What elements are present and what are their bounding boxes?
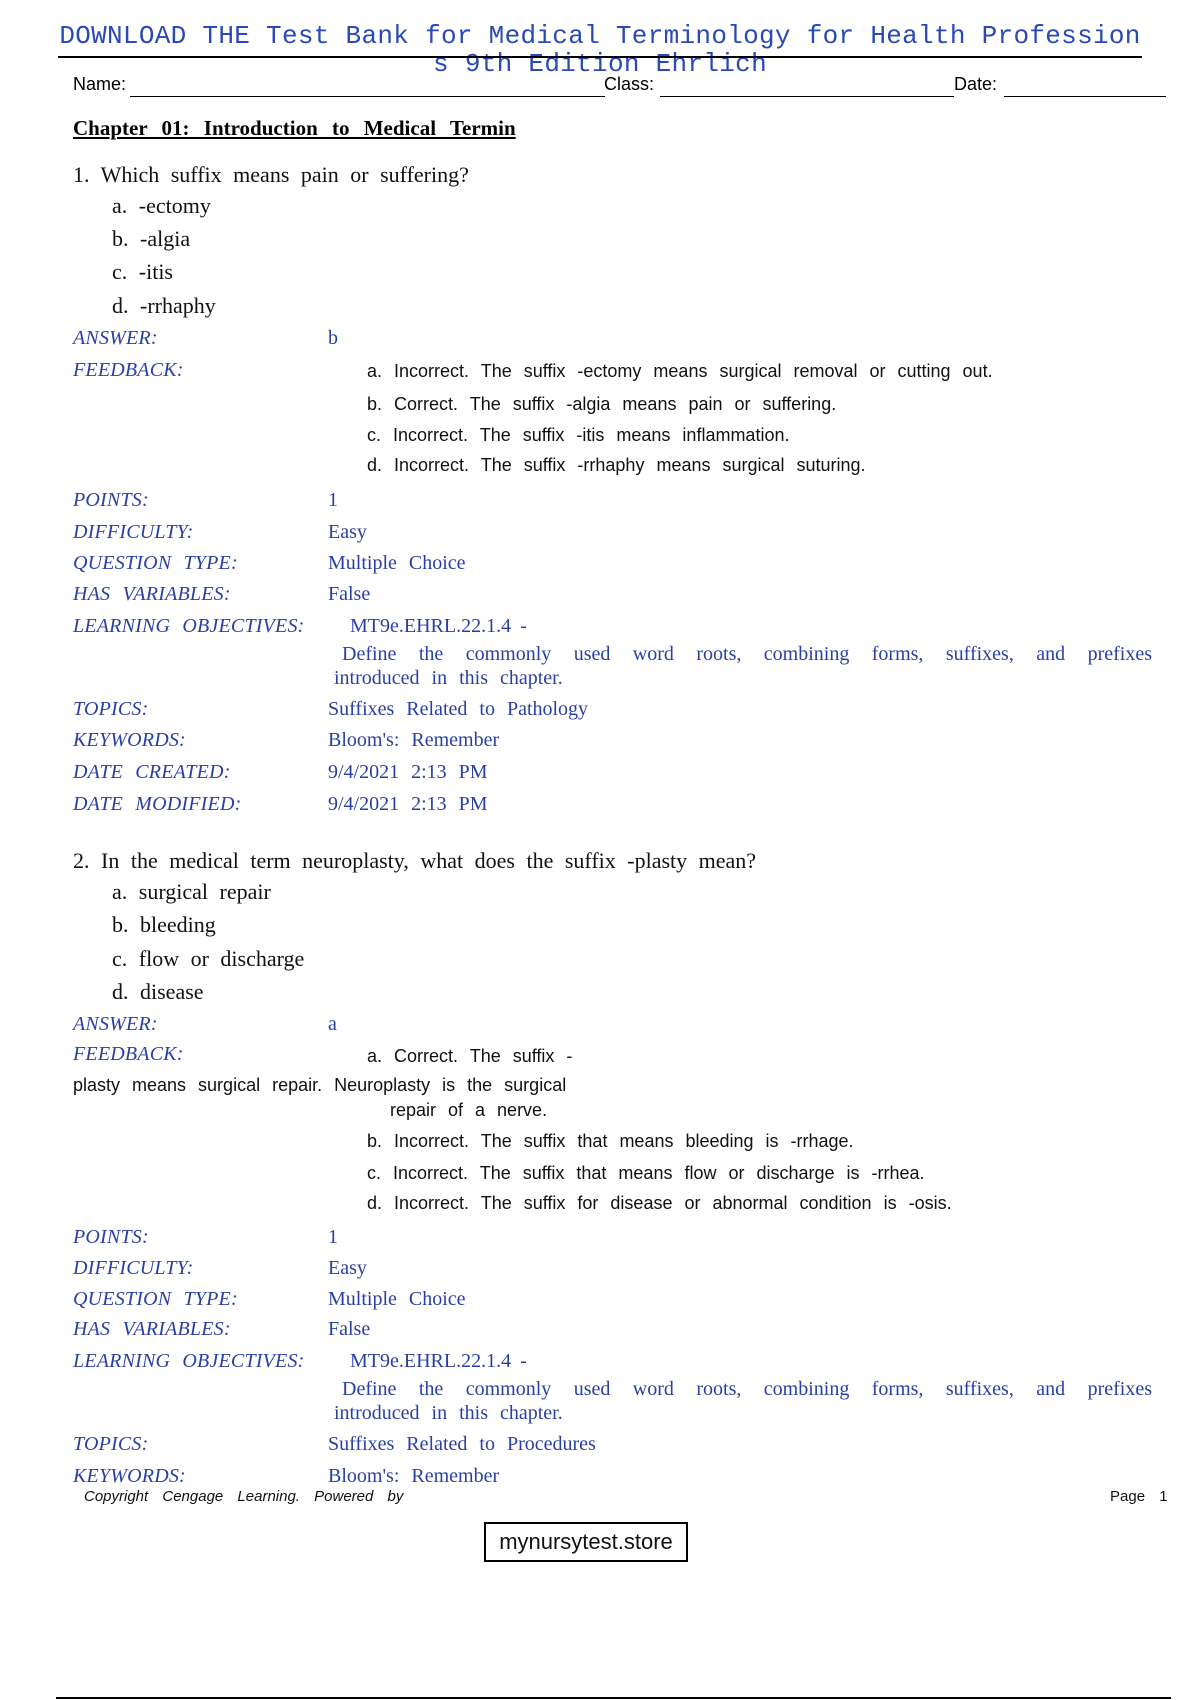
date-created-label: DATE CREATED: (73, 761, 231, 783)
page-number: Page 1 (1110, 1488, 1168, 1505)
points-value: 1 (328, 489, 338, 511)
name-label: Name: (73, 74, 127, 94)
difficulty-value: Easy (328, 521, 367, 543)
option-a: a. -ectomy (112, 193, 211, 218)
learning-objective-text (334, 642, 1152, 690)
option-c: c. -itis (112, 259, 173, 284)
keywords-value: Bloom's: Remember (328, 729, 500, 751)
download-banner (0, 22, 1200, 78)
learning-objective-line-1: Define the commonly used word roots, combining forms, suffixes, and prefixes (342, 1378, 1152, 1400)
banner-line-2: s 9th Edition Ehrlich (433, 49, 767, 79)
answer-label: ANSWER: (73, 1013, 158, 1035)
topics-value: Suffixes Related to Pathology (328, 698, 589, 720)
question-type-label: QUESTION TYPE: (73, 552, 238, 574)
name-field[interactable] (130, 96, 605, 97)
has-variables-value: False (328, 1318, 371, 1340)
learning-objective-code: MT9e.EHRL.22.1.4 - (350, 615, 527, 637)
keywords-value: Bloom's: Remember (328, 1465, 500, 1487)
points-label: POINTS: (73, 489, 149, 511)
points-value: 1 (328, 1226, 338, 1248)
top-rule (58, 56, 1142, 58)
date-created-value: 9/4/2021 2:13 PM (328, 761, 488, 783)
feedback-b: b. Correct. The suffix -algia means pain or suffering. (367, 394, 837, 414)
difficulty-value: Easy (328, 1257, 367, 1279)
learning-objective-line-1: Define the commonly used word roots, combining forms, suffixes, and prefixes (342, 643, 1152, 665)
bottom-rule (56, 1697, 1171, 1699)
feedback-c: c. Incorrect. The suffix -itis means inflammation. (367, 425, 790, 445)
feedback-a: a. Incorrect. The suffix -ectomy means surgical removal or cutting out. (367, 361, 993, 381)
option-d: d. -rrhaphy (112, 293, 216, 318)
learning-objective-line-2: introduced in this chapter. (334, 1402, 563, 1424)
feedback-b: b. Incorrect. The suffix that means bleeding is -rrhage. (367, 1131, 854, 1151)
has-variables-label: HAS VARIABLES: (73, 583, 231, 605)
learning-objectives-label: LEARNING OBJECTIVES: (73, 1350, 305, 1372)
date-modified-label: DATE MODIFIED: (73, 793, 242, 815)
option-d: d. disease (112, 979, 204, 1004)
chapter-title: Chapter 01: Introduction to Medical Termin (73, 116, 516, 140)
feedback-d: d. Incorrect. The suffix for disease or abnormal condition is -osis. (367, 1193, 952, 1213)
answer-value: b (328, 327, 338, 349)
question-text: 1. Which suffix means pain or suffering? (73, 162, 469, 187)
class-label: Class: (604, 74, 655, 94)
difficulty-label: DIFFICULTY: (73, 521, 194, 543)
question-type-label: QUESTION TYPE: (73, 1288, 238, 1310)
option-a: a. surgical repair (112, 879, 271, 904)
has-variables-value: False (328, 583, 371, 605)
option-b: b. -algia (112, 226, 191, 251)
learning-objective-line-2: introduced in this chapter. (334, 667, 563, 689)
topics-label: TOPICS: (73, 1433, 149, 1455)
feedback-a-line-3: repair of a nerve. (390, 1100, 548, 1120)
feedback-a-line-1: a. Correct. The suffix - (367, 1046, 573, 1066)
date-label: Date: (954, 74, 998, 94)
date-modified-value: 9/4/2021 2:13 PM (328, 793, 488, 815)
feedback-c: c. Incorrect. The suffix that means flow or discharge is -rrhea. (367, 1163, 925, 1183)
question-text: 2. In the medical term neuroplasty, what does the suffix -plasty mean? (73, 848, 757, 873)
topics-label: TOPICS: (73, 698, 149, 720)
option-c: c. flow or discharge (112, 946, 305, 971)
keywords-label: KEYWORDS: (73, 1465, 186, 1487)
question-type-value: Multiple Choice (328, 1288, 466, 1310)
learning-objective-text (334, 1377, 1152, 1425)
class-field[interactable] (660, 96, 954, 97)
feedback-d: d. Incorrect. The suffix -rrhaphy means surgical suturing. (367, 455, 866, 475)
answer-label: ANSWER: (73, 327, 158, 349)
date-field[interactable] (1004, 96, 1166, 97)
store-link[interactable]: mynursytest.store (484, 1522, 688, 1562)
answer-value: a (328, 1013, 337, 1035)
feedback-a-line-2: plasty means surgical repair. Neuroplasty is the surgical (73, 1075, 567, 1095)
learning-objectives-label: LEARNING OBJECTIVES: (73, 615, 305, 637)
points-label: POINTS: (73, 1226, 149, 1248)
learning-objective-code: MT9e.EHRL.22.1.4 - (350, 1350, 527, 1372)
option-b: b. bleeding (112, 912, 216, 937)
difficulty-label: DIFFICULTY: (73, 1257, 194, 1279)
has-variables-label: HAS VARIABLES: (73, 1318, 231, 1340)
feedback-label: FEEDBACK: (73, 1043, 184, 1065)
banner-line-1: DOWNLOAD THE Test Bank for Medical Terminology for Health Profession (59, 21, 1141, 51)
keywords-label: KEYWORDS: (73, 729, 186, 751)
topics-value: Suffixes Related to Procedures (328, 1433, 596, 1455)
copyright-text: Copyright Cengage Learning. Powered by (84, 1488, 404, 1505)
question-type-value: Multiple Choice (328, 552, 466, 574)
feedback-label: FEEDBACK: (73, 359, 184, 381)
